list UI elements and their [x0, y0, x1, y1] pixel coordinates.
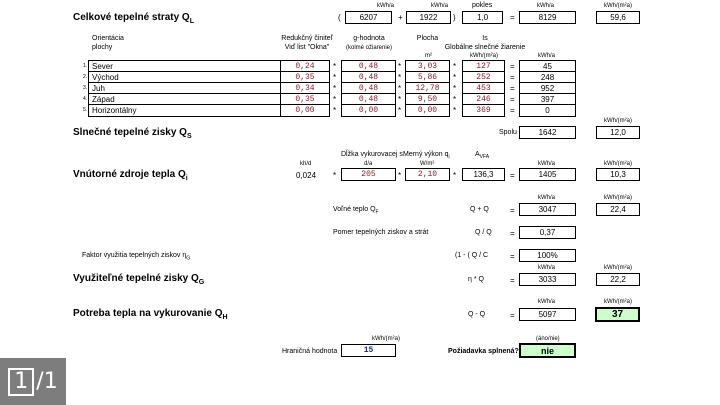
unit-label: kWh/a [538, 161, 556, 167]
heat-loss-factor[interactable]: 1,0 [462, 11, 503, 24]
g-value-input[interactable]: 0,00 [341, 104, 396, 117]
ratio-label: Pomer tepelných ziskov a strát [333, 229, 429, 236]
avfa-label: $A_{VFA}$ [475, 151, 490, 161]
area-input[interactable]: 0,00 [405, 104, 450, 117]
usable-gains-formula: η * Q [468, 276, 484, 283]
reduction-input[interactable]: 0,35 [280, 93, 330, 106]
usable-gains-per-m2: 22,2 [596, 273, 640, 286]
heating-need-per-m2: 37 [595, 307, 640, 322]
unit-label: kWh/a [377, 3, 395, 9]
unit-label: kWh/a [538, 195, 556, 201]
multiply-sign: * [398, 171, 402, 180]
equals-sign: = [510, 84, 515, 93]
internal-khd-value: 0,024 [296, 171, 317, 180]
unit-label: kWh/(m²a) [604, 299, 632, 305]
reduction-input[interactable]: 0,24 [280, 60, 330, 73]
page-total: /1 [36, 369, 58, 394]
limit-label: Hraničná hodnota [282, 348, 338, 355]
multiply-sign: * [398, 73, 402, 82]
internal-total: 1405 [519, 168, 576, 181]
equals-sign: = [510, 106, 515, 115]
orientation-name: Horizontálny [88, 104, 283, 117]
multiply-sign: * [453, 62, 457, 71]
g-value-input[interactable]: 0,48 [341, 60, 396, 73]
requirement-result: nie [519, 343, 576, 358]
multiply-sign: * [333, 73, 337, 82]
row-index: 4. [83, 96, 88, 102]
multiply-sign: * [333, 171, 337, 180]
header-g: g-hodnota [353, 35, 385, 42]
solar-gains-title: Slnečné tepelné zisky $Q_S$ [73, 127, 192, 140]
reduction-input[interactable]: 0,35 [280, 71, 330, 84]
multiply-sign: * [333, 95, 337, 104]
irradiation-input[interactable]: 127 [462, 60, 505, 73]
equals-sign: = [510, 311, 515, 320]
row-index: 3. [83, 85, 88, 91]
area-input[interactable]: 5,86 [405, 71, 450, 84]
equals-sign: = [510, 62, 515, 71]
heating-need-total: 5097 [519, 308, 576, 321]
requirement-label: Požiadavka splnená? [448, 348, 519, 355]
heat-loss-v1: 6207 [345, 11, 392, 24]
unit-m2: m² [425, 53, 432, 59]
heating-season-label: Dĺžka vykurovacej s [341, 151, 403, 158]
multiply-sign: * [333, 84, 337, 93]
multiply-sign: * [453, 73, 457, 82]
multiply-sign: * [333, 106, 337, 115]
ratio-value: 0,37 [519, 226, 576, 239]
heating-days-input[interactable]: 205 [341, 168, 396, 181]
header-reduction-2: Viď list "Okna" [284, 44, 330, 51]
unit-label: kWh/(m²a) [604, 3, 632, 9]
utilization-factor-value: 100% [519, 249, 576, 262]
row-index: 2. [83, 74, 88, 80]
heat-loss-title: Celkové tepelné straty $Q_L$ [73, 12, 194, 25]
area-input[interactable]: 9,50 [405, 93, 450, 106]
reduction-input[interactable]: 0,00 [280, 104, 330, 117]
internal-gains-title: Vnútorné zdroje tepla $Q_i$ [73, 169, 188, 182]
row-result: 397 [519, 93, 576, 106]
equals-sign: = [510, 73, 515, 82]
unit-d-a: d/a [364, 161, 373, 167]
free-heat-formula: Q + Q [470, 206, 489, 213]
irradiation-input[interactable]: 369 [462, 104, 505, 117]
unit-kwh-m2a: kWh/(m²a) [470, 53, 498, 59]
free-heat-per-m2: 22,4 [596, 203, 640, 216]
g-value-input[interactable]: 0,48 [341, 82, 396, 95]
equals-sign: = [510, 206, 515, 215]
row-result: 248 [519, 71, 576, 84]
orientation-name: Východ [88, 71, 283, 84]
unit-label: kWh/(m²a) [372, 336, 400, 342]
unit-label: kWh/a [431, 3, 449, 9]
multiply-sign: * [453, 106, 457, 115]
row-result: 952 [519, 82, 576, 95]
irradiation-input[interactable]: 246 [462, 93, 505, 106]
unit-kwh-a: kWh/a [538, 53, 556, 59]
irradiation-input[interactable]: 252 [462, 71, 505, 84]
usable-gains-title: Využiteľné tepelné zisky $Q_G$ [73, 273, 205, 286]
header-reduction: Redukčný činiteľ [281, 35, 333, 42]
internal-per-m2: 10,3 [596, 168, 640, 181]
row-index: 5. [83, 107, 88, 113]
equals-sign: = [510, 276, 515, 285]
equals-sign: = [510, 171, 515, 180]
header-is: Is [482, 35, 488, 42]
specific-power-label: Merný výkon $q_i$ [403, 151, 450, 161]
limit-value: 15 [341, 344, 396, 357]
multiply-sign: * [453, 95, 457, 104]
row-result: 45 [519, 60, 576, 73]
reduction-input[interactable]: 0,34 [280, 82, 330, 95]
g-value-input[interactable]: 0,48 [341, 93, 396, 106]
solar-total: 1642 [519, 126, 576, 139]
yes-no-label: (áno/nie) [536, 336, 560, 342]
utilization-factor-formula: (1 - ( Q / C [455, 252, 489, 259]
g-value-input[interactable]: 0,48 [341, 71, 396, 84]
usable-gains-total: 3033 [519, 273, 576, 286]
multiply-sign: * [398, 84, 402, 93]
current-page: 1 [8, 368, 34, 396]
header-orientation-2: plochy [92, 44, 113, 51]
unit-kh-d: kh/d [300, 161, 312, 167]
header-orientation: Orientácia [92, 35, 124, 42]
plus-sign: + [398, 13, 403, 22]
heating-need-title: Potreba tepla na vykurovanie $Q_H$ [73, 308, 228, 321]
unit-label: kWh/(m²a) [604, 195, 632, 201]
multiply-sign: * [398, 95, 402, 104]
pokles-label: pokles [472, 2, 493, 9]
equals-sign: = [510, 13, 515, 22]
multiply-sign: * [453, 171, 457, 180]
unit-label: kWh/a [538, 299, 556, 305]
avfa-value: 136,3 [462, 168, 505, 181]
area-input[interactable]: 3,03 [405, 60, 450, 73]
equals-sign: = [510, 252, 515, 261]
row-result: 0 [519, 104, 576, 117]
multiply-sign: * [453, 84, 457, 93]
multiply-sign: * [398, 62, 402, 71]
heat-loss-total: 8129 [519, 11, 576, 24]
irradiation-input[interactable]: 453 [462, 82, 505, 95]
spolu-label: Spolu [499, 129, 517, 136]
heat-loss-v2: 1922 [406, 11, 451, 24]
orientation-name: Západ [88, 93, 283, 106]
heating-need-formula: Q - Q [468, 311, 486, 318]
free-heat-total: 3047 [519, 203, 576, 216]
utilization-factor-label: Faktor využitia tepelných ziskov $\eta_G$ [82, 252, 191, 262]
heat-loss-per-m2: 59,6 [596, 11, 640, 24]
close-paren: ) [453, 13, 456, 22]
unit-label: kWh/a [538, 265, 556, 271]
unit-label: kWh/(m²a) [604, 118, 632, 124]
unit-label: kWh/(m²a) [604, 265, 632, 271]
multiply-sign: * [398, 106, 402, 115]
orientation-name: Juh [88, 82, 283, 95]
header-area: Plocha [416, 35, 439, 42]
area-input[interactable]: 12,78 [405, 82, 450, 95]
unit-label: kWh/(m²a) [604, 161, 632, 167]
page-indicator[interactable] [0, 358, 66, 405]
unit-label: kWh/a [537, 3, 555, 9]
header-is-2: Globálne slnečné žiarenie [444, 44, 526, 51]
solar-per-m2: 12,0 [596, 126, 640, 139]
equals-sign: = [510, 229, 515, 238]
specific-power-input[interactable]: 2,10 [405, 168, 450, 181]
ratio-formula: Q / Q [475, 229, 492, 236]
row-index: 1. [83, 63, 88, 69]
open-paren: ( [338, 13, 341, 22]
free-heat-label: Voľné teplo $Q_F$ [333, 206, 379, 216]
multiply-sign: * [333, 62, 337, 71]
unit-w-m2: W/m² [420, 161, 435, 167]
equals-sign: = [510, 95, 515, 104]
header-g-2: (kolmé ožiarenie) [345, 45, 393, 51]
orientation-name: Sever [88, 60, 283, 73]
